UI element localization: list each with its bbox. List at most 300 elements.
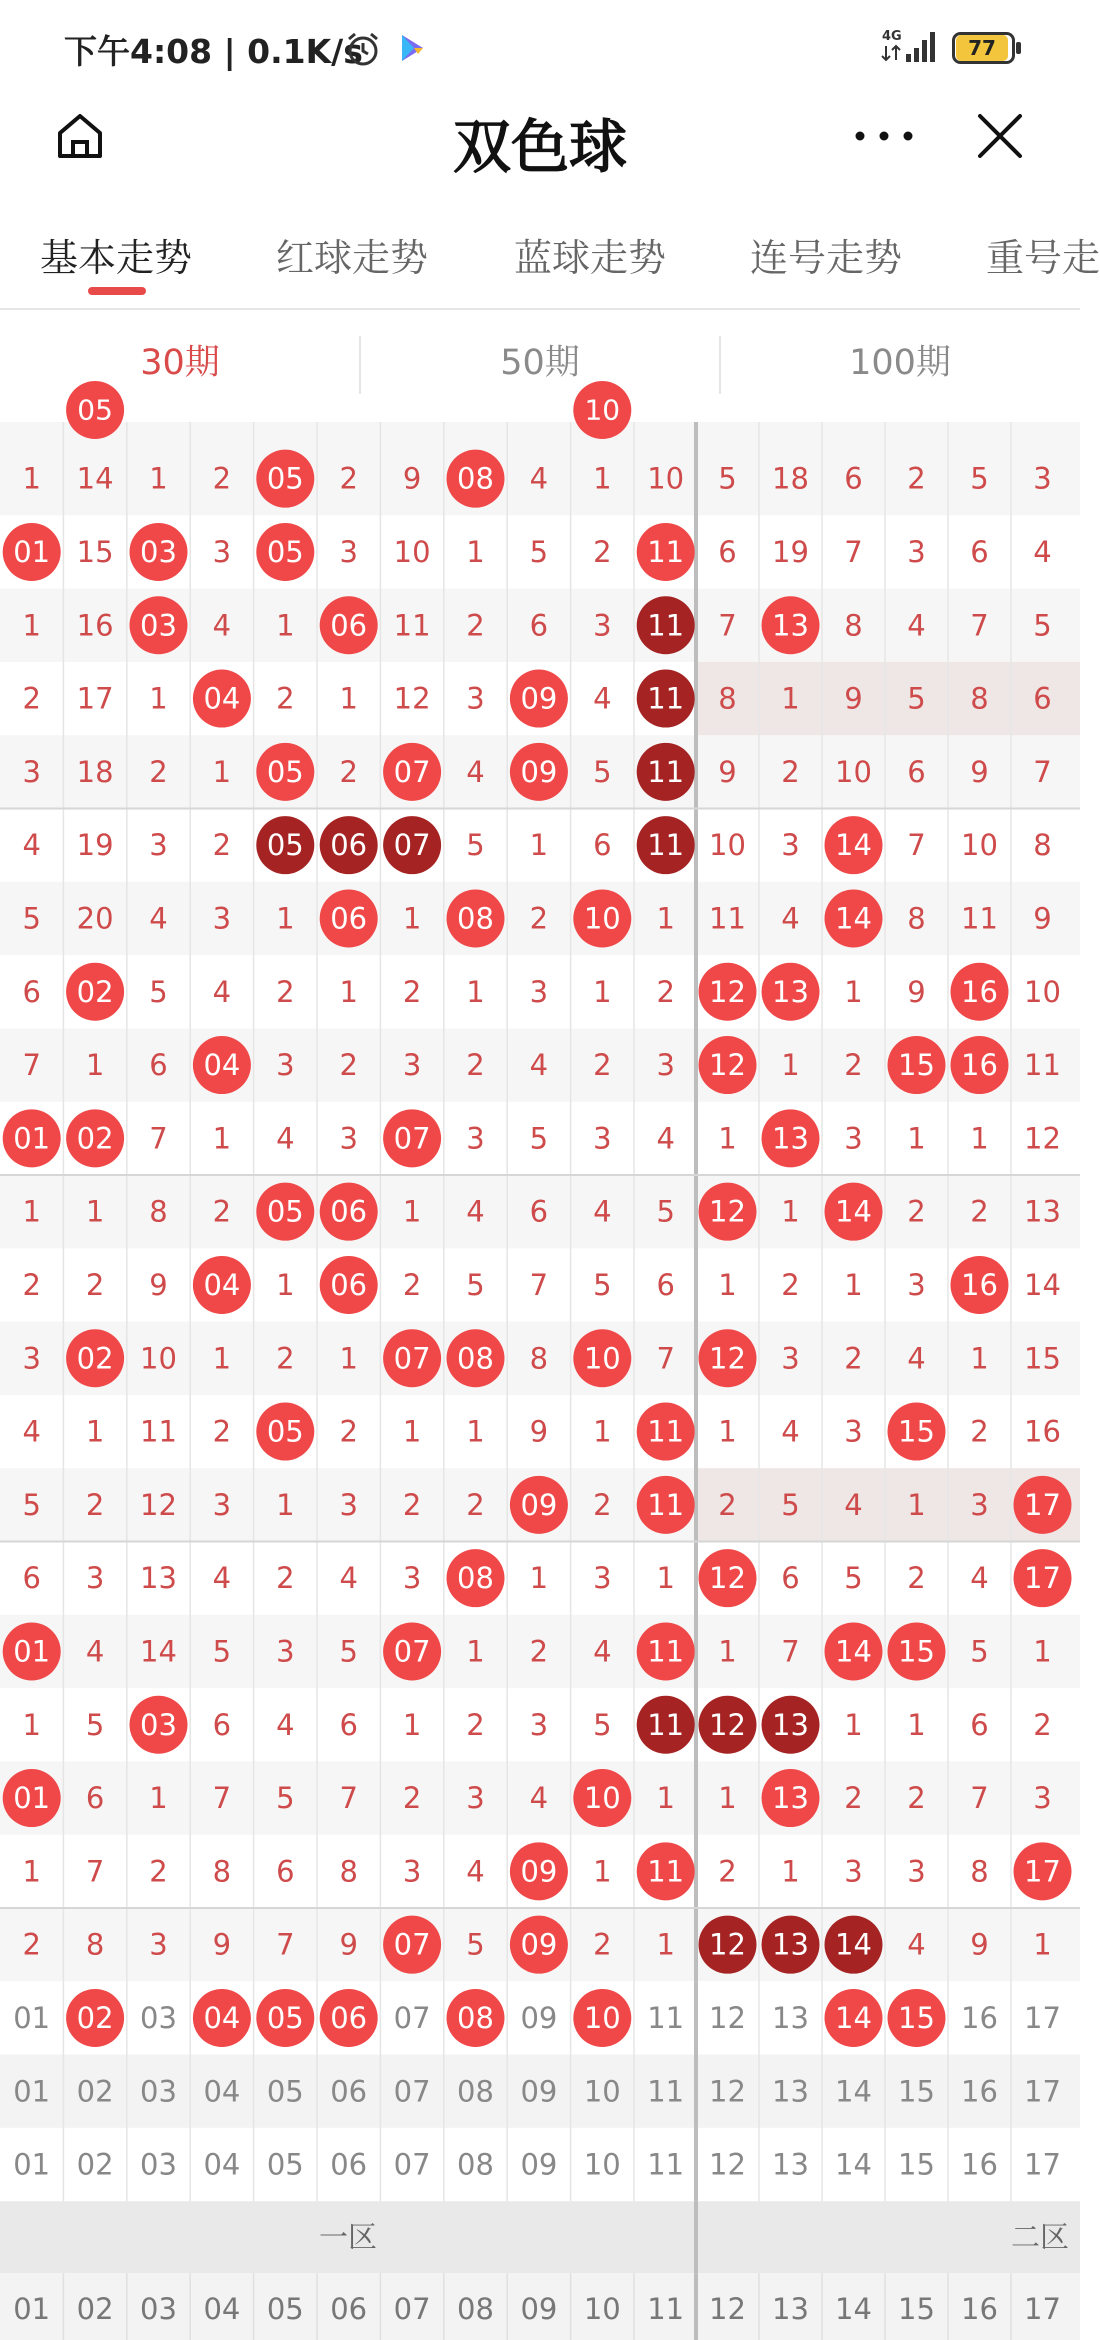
missing-count: 5 bbox=[1033, 608, 1052, 643]
missing-count: 4 bbox=[781, 1414, 800, 1449]
missing-count: 3 bbox=[593, 1121, 612, 1156]
missing-count: 7 bbox=[907, 828, 926, 863]
battery-icon bbox=[952, 32, 1022, 64]
winning-ball-number: 01 bbox=[13, 534, 51, 569]
missing-count: 10 bbox=[647, 461, 685, 496]
missing-count: 9 bbox=[529, 1414, 549, 1449]
missing-count: 1 bbox=[466, 1634, 485, 1669]
missing-count: 19 bbox=[76, 828, 114, 863]
missing-count: 2 bbox=[781, 1267, 800, 1302]
missing-count: 6 bbox=[529, 608, 549, 643]
missing-count: 9 bbox=[970, 754, 989, 789]
winning-ball-number: 04 bbox=[203, 1267, 241, 1302]
missing-count: 3 bbox=[781, 828, 800, 863]
missing-count: 20 bbox=[76, 901, 114, 936]
missing-count: 19 bbox=[772, 534, 809, 569]
missing-count: 4 bbox=[593, 1634, 612, 1669]
missing-count: 2 bbox=[212, 461, 232, 496]
missing-count: 8 bbox=[529, 1341, 549, 1376]
missing-count: 2 bbox=[529, 1634, 549, 1669]
title-bar bbox=[0, 90, 1080, 230]
missing-count: 3 bbox=[593, 1561, 612, 1596]
missing-count: 2 bbox=[276, 681, 295, 716]
tab-basic-trend[interactable]: 基本走势 bbox=[40, 236, 193, 280]
missing-count: 5 bbox=[593, 1707, 612, 1742]
missing-count: 3 bbox=[339, 534, 358, 569]
zone-label-1: 一区 bbox=[318, 2220, 378, 2255]
network-type: 4G bbox=[882, 29, 902, 44]
missing-count: 2 bbox=[593, 1487, 612, 1522]
winning-ball-number: 17 bbox=[1024, 1487, 1061, 1522]
tab-repeat-trend[interactable]: 重号走 bbox=[986, 236, 1100, 280]
missing-count: 3 bbox=[149, 828, 168, 863]
missing-count: 1 bbox=[844, 974, 863, 1009]
signal-icon bbox=[880, 26, 940, 64]
missing-count: 4 bbox=[593, 681, 612, 716]
missing-count: 6 bbox=[970, 1707, 989, 1742]
column-number: 15 bbox=[898, 2292, 935, 2327]
winning-ball-number: 17 bbox=[1024, 1854, 1061, 1889]
missing-count: 3 bbox=[529, 974, 549, 1009]
missing-count: 2 bbox=[656, 974, 675, 1009]
winning-ball-number: 11 bbox=[647, 681, 685, 716]
status-bar bbox=[0, 0, 1080, 90]
missing-count: 8 bbox=[907, 901, 926, 936]
winning-ball-number: 13 bbox=[772, 1781, 809, 1816]
missing-count: 2 bbox=[149, 1854, 168, 1889]
missing-count: 1 bbox=[22, 1854, 41, 1889]
missing-count: 7 bbox=[970, 608, 989, 643]
missing-count: 9 bbox=[402, 461, 422, 496]
stat-number: 05 bbox=[266, 2074, 304, 2109]
winning-ball-number: 15 bbox=[898, 2000, 935, 2035]
missing-count: 1 bbox=[1033, 1927, 1052, 1962]
winning-ball-number: 11 bbox=[647, 1487, 685, 1522]
missing-count: 1 bbox=[22, 1194, 41, 1229]
missing-count: 1 bbox=[593, 974, 612, 1009]
stat-number: 10 bbox=[583, 2074, 621, 2109]
missing-count: 6 bbox=[718, 534, 737, 569]
missing-count: 2 bbox=[844, 1341, 863, 1376]
missing-count: 7 bbox=[718, 608, 737, 643]
winning-ball-number: 01 bbox=[13, 1634, 51, 1669]
winning-ball-number: 10 bbox=[583, 2000, 621, 2035]
missing-count: 14 bbox=[140, 1634, 177, 1669]
winning-ball-number: 07 bbox=[393, 1341, 431, 1376]
missing-count: 2 bbox=[1033, 1707, 1052, 1742]
missing-count: 2 bbox=[149, 754, 168, 789]
missing-count: 4 bbox=[22, 1414, 41, 1449]
missing-count: 2 bbox=[402, 1781, 422, 1816]
winning-ball-number: 02 bbox=[76, 2000, 114, 2035]
missing-count: 1 bbox=[212, 1341, 232, 1376]
missing-count: 1 bbox=[85, 1048, 105, 1083]
missing-count: 1 bbox=[22, 608, 41, 643]
missing-count: 6 bbox=[1033, 681, 1052, 716]
missing-count: 4 bbox=[22, 828, 41, 863]
winning-ball-number: 12 bbox=[709, 1927, 746, 1962]
missing-count: 1 bbox=[339, 974, 358, 1009]
missing-count: 1 bbox=[22, 461, 41, 496]
winning-ball-number: 12 bbox=[709, 1194, 746, 1229]
missing-count: 12 bbox=[1024, 1121, 1061, 1156]
missing-count: 1 bbox=[593, 461, 612, 496]
missing-count: 11 bbox=[709, 901, 746, 936]
missing-count: 7 bbox=[656, 1341, 675, 1376]
winning-ball-number: 16 bbox=[961, 1267, 998, 1302]
page-title: 双色球 bbox=[452, 113, 627, 181]
missing-count: 2 bbox=[212, 828, 232, 863]
missing-count: 2 bbox=[970, 1194, 989, 1229]
missing-count: 9 bbox=[212, 1927, 232, 1962]
missing-count: 6 bbox=[85, 1781, 105, 1816]
missing-count: 10 bbox=[393, 534, 431, 569]
winning-ball-number: 09 bbox=[520, 754, 558, 789]
row-background bbox=[0, 422, 1080, 442]
missing-count: 17 bbox=[76, 681, 114, 716]
missing-count: 5 bbox=[85, 1707, 105, 1742]
missing-count: 1 bbox=[149, 681, 168, 716]
zone-background bbox=[0, 2201, 1080, 2273]
missing-count: 3 bbox=[212, 1487, 232, 1522]
missing-count: 1 bbox=[656, 1561, 675, 1596]
home-icon[interactable] bbox=[52, 108, 108, 164]
missing-count: 1 bbox=[970, 1121, 989, 1156]
winning-ball-number: 10 bbox=[584, 393, 621, 427]
period-selector bbox=[0, 312, 1080, 424]
winning-ball-number: 06 bbox=[330, 828, 368, 863]
missing-count: 10 bbox=[961, 828, 998, 863]
missing-count: 4 bbox=[970, 1561, 989, 1596]
missing-count: 10 bbox=[1024, 974, 1061, 1009]
stat-number: 13 bbox=[772, 2000, 809, 2035]
missing-count: 1 bbox=[85, 1414, 105, 1449]
missing-count: 2 bbox=[907, 1561, 926, 1596]
stat-number: 03 bbox=[140, 2074, 177, 2109]
missing-count: 1 bbox=[907, 1707, 926, 1742]
missing-count: 6 bbox=[970, 534, 989, 569]
missing-count: 5 bbox=[22, 1487, 41, 1522]
missing-count: 3 bbox=[907, 534, 926, 569]
winning-ball-number: 02 bbox=[76, 1341, 114, 1376]
missing-count: 4 bbox=[1033, 534, 1052, 569]
column-number: 05 bbox=[266, 2292, 304, 2327]
column-number: 12 bbox=[709, 2292, 746, 2327]
missing-count: 3 bbox=[1033, 1781, 1052, 1816]
column-number: 03 bbox=[140, 2292, 177, 2327]
close-icon[interactable] bbox=[974, 110, 1026, 162]
winning-ball-number: 16 bbox=[961, 1048, 998, 1083]
missing-count: 3 bbox=[781, 1341, 800, 1376]
missing-count: 4 bbox=[844, 1487, 863, 1522]
winning-ball-number: 09 bbox=[520, 1487, 558, 1522]
tab-consecutive-trend[interactable]: 连号走势 bbox=[750, 236, 903, 280]
winning-ball-number: 07 bbox=[393, 1121, 431, 1156]
missing-count: 1 bbox=[276, 608, 295, 643]
column-number: 06 bbox=[330, 2292, 368, 2327]
winning-ball-number: 05 bbox=[266, 1194, 304, 1229]
stat-number: 14 bbox=[835, 2074, 872, 2109]
missing-count: 4 bbox=[907, 608, 926, 643]
missing-count: 5 bbox=[529, 534, 549, 569]
missing-count: 3 bbox=[593, 608, 612, 643]
winning-ball-number: 11 bbox=[647, 754, 685, 789]
missing-count: 5 bbox=[781, 1487, 800, 1522]
missing-count: 1 bbox=[529, 1561, 549, 1596]
stat-number: 04 bbox=[203, 2147, 241, 2182]
missing-count: 7 bbox=[781, 1634, 800, 1669]
missing-count: 1 bbox=[656, 1927, 675, 1962]
stat-number: 15 bbox=[898, 2074, 935, 2109]
missing-count: 2 bbox=[22, 1927, 41, 1962]
missing-count: 2 bbox=[844, 1048, 863, 1083]
missing-count: 4 bbox=[656, 1121, 675, 1156]
stat-number: 09 bbox=[520, 2147, 558, 2182]
stat-number: 05 bbox=[266, 2147, 304, 2182]
missing-count: 5 bbox=[22, 901, 41, 936]
missing-count: 3 bbox=[466, 1121, 485, 1156]
missing-count: 4 bbox=[529, 461, 549, 496]
missing-count: 2 bbox=[907, 1194, 926, 1229]
missing-count: 2 bbox=[718, 1487, 737, 1522]
stat-number: 01 bbox=[13, 2074, 51, 2109]
stat-number: 12 bbox=[709, 2147, 746, 2182]
stat-number: 02 bbox=[76, 2147, 114, 2182]
missing-count: 9 bbox=[339, 1927, 358, 1962]
tab-red-ball-trend[interactable]: 红球走势 bbox=[276, 236, 429, 280]
missing-count: 2 bbox=[466, 1048, 485, 1083]
missing-count: 6 bbox=[907, 754, 926, 789]
missing-count: 5 bbox=[593, 754, 612, 789]
column-number: 09 bbox=[520, 2292, 558, 2327]
missing-count: 3 bbox=[907, 1854, 926, 1889]
missing-count: 18 bbox=[76, 754, 114, 789]
missing-count: 1 bbox=[212, 754, 232, 789]
missing-count: 3 bbox=[970, 1487, 989, 1522]
missing-count: 1 bbox=[339, 1341, 358, 1376]
missing-count: 2 bbox=[85, 1487, 105, 1522]
missing-count: 14 bbox=[1024, 1267, 1061, 1302]
column-number: 11 bbox=[647, 2292, 685, 2327]
missing-count: 2 bbox=[339, 754, 358, 789]
missing-count: 7 bbox=[276, 1927, 295, 1962]
missing-count: 4 bbox=[907, 1927, 926, 1962]
stat-number: 17 bbox=[1024, 2074, 1061, 2109]
winning-ball-number: 05 bbox=[266, 461, 304, 496]
missing-count: 6 bbox=[22, 974, 41, 1009]
missing-count: 6 bbox=[656, 1267, 675, 1302]
stat-number: 17 bbox=[1024, 2000, 1061, 2035]
winning-ball-number: 02 bbox=[76, 1121, 114, 1156]
winning-ball-number: 14 bbox=[835, 1927, 872, 1962]
missing-count: 10 bbox=[709, 828, 746, 863]
missing-count: 2 bbox=[276, 974, 295, 1009]
winning-ball-number: 02 bbox=[76, 974, 114, 1009]
winning-ball-number: 03 bbox=[140, 608, 177, 643]
winning-ball-number: 05 bbox=[266, 2000, 304, 2035]
stat-number: 09 bbox=[520, 2074, 558, 2109]
active-tab-indicator bbox=[88, 287, 146, 295]
column-number: 17 bbox=[1024, 2292, 1061, 2327]
missing-count: 1 bbox=[844, 1267, 863, 1302]
missing-count: 4 bbox=[85, 1634, 105, 1669]
zone-label-2: 二区 bbox=[1010, 2220, 1070, 2255]
missing-count: 3 bbox=[276, 1634, 295, 1669]
more-icon[interactable] bbox=[852, 124, 916, 148]
winning-ball-number: 14 bbox=[835, 828, 872, 863]
missing-count: 8 bbox=[339, 1854, 358, 1889]
column-number: 02 bbox=[76, 2292, 114, 2327]
missing-count: 5 bbox=[276, 1781, 295, 1816]
missing-count: 1 bbox=[718, 1267, 737, 1302]
missing-count: 7 bbox=[149, 1121, 168, 1156]
stat-number: 12 bbox=[709, 2000, 746, 2035]
stat-number: 06 bbox=[330, 2147, 368, 2182]
winning-ball-number: 09 bbox=[520, 1927, 558, 1962]
winning-ball-number: 06 bbox=[330, 1267, 368, 1302]
winning-ball-number: 01 bbox=[13, 1121, 51, 1156]
missing-count: 3 bbox=[22, 1341, 41, 1376]
missing-count: 12 bbox=[393, 681, 431, 716]
trend-chart[interactable] bbox=[0, 393, 1080, 2340]
stat-number: 17 bbox=[1024, 2147, 1061, 2182]
missing-count: 5 bbox=[718, 461, 737, 496]
missing-count: 9 bbox=[149, 1267, 168, 1302]
missing-count: 1 bbox=[22, 1707, 41, 1742]
missing-count: 7 bbox=[22, 1048, 41, 1083]
stat-number: 14 bbox=[835, 2147, 872, 2182]
winning-ball-number: 16 bbox=[961, 974, 998, 1009]
winning-ball-number: 08 bbox=[457, 1341, 494, 1376]
missing-count: 6 bbox=[276, 1854, 295, 1889]
winning-ball-number: 01 bbox=[13, 1781, 51, 1816]
winning-ball-number: 11 bbox=[647, 608, 685, 643]
missing-count: 1 bbox=[656, 901, 675, 936]
stat-number: 01 bbox=[13, 2000, 51, 2035]
missing-count: 1 bbox=[718, 1414, 737, 1449]
winning-ball-number: 03 bbox=[140, 534, 177, 569]
period-30[interactable]: 30期 bbox=[140, 343, 220, 383]
missing-count: 5 bbox=[970, 1634, 989, 1669]
missing-count: 4 bbox=[466, 1854, 485, 1889]
column-number: 10 bbox=[583, 2292, 621, 2327]
stat-number: 16 bbox=[961, 2000, 998, 2035]
missing-count: 7 bbox=[85, 1854, 105, 1889]
stat-number: 02 bbox=[76, 2074, 114, 2109]
missing-count: 5 bbox=[593, 1267, 612, 1302]
winning-ball-number: 05 bbox=[77, 393, 113, 427]
stat-number: 11 bbox=[647, 2074, 685, 2109]
missing-count: 3 bbox=[1033, 461, 1052, 496]
winning-ball-number: 12 bbox=[709, 1341, 746, 1376]
missing-count: 3 bbox=[22, 754, 41, 789]
missing-count: 8 bbox=[149, 1194, 168, 1229]
stat-number: 03 bbox=[140, 2000, 177, 2035]
missing-count: 8 bbox=[1033, 828, 1052, 863]
winning-ball-number: 06 bbox=[330, 1194, 368, 1229]
winning-ball-number: 10 bbox=[583, 901, 621, 936]
missing-count: 2 bbox=[276, 1341, 295, 1376]
missing-count: 2 bbox=[844, 1781, 863, 1816]
missing-count: 15 bbox=[1024, 1341, 1061, 1376]
missing-count: 5 bbox=[339, 1634, 358, 1669]
stat-number: 16 bbox=[961, 2074, 998, 2109]
winning-ball-number: 17 bbox=[1024, 1561, 1061, 1596]
missing-count: 11 bbox=[393, 608, 431, 643]
missing-count: 4 bbox=[529, 1048, 549, 1083]
missing-count: 1 bbox=[718, 1121, 737, 1156]
status-time: 下午4:08 | 0.1K/s bbox=[64, 32, 363, 71]
missing-count: 11 bbox=[140, 1414, 177, 1449]
missing-count: 2 bbox=[402, 974, 422, 1009]
missing-count: 6 bbox=[529, 1194, 549, 1229]
missing-count: 11 bbox=[1024, 1048, 1061, 1083]
period-50[interactable]: 50期 bbox=[500, 343, 580, 383]
column-number: 14 bbox=[835, 2292, 872, 2327]
missing-count: 9 bbox=[844, 681, 863, 716]
missing-count: 1 bbox=[656, 1781, 675, 1816]
missing-count: 5 bbox=[212, 1634, 232, 1669]
column-number: 04 bbox=[203, 2292, 241, 2327]
missing-count: 1 bbox=[907, 1487, 926, 1522]
missing-count: 1 bbox=[276, 1487, 295, 1522]
missing-count: 1 bbox=[718, 1634, 737, 1669]
missing-count: 6 bbox=[781, 1561, 800, 1596]
missing-count: 5 bbox=[844, 1561, 863, 1596]
missing-count: 5 bbox=[466, 1927, 485, 1962]
winning-ball-number: 07 bbox=[393, 1634, 431, 1669]
missing-count: 2 bbox=[212, 1414, 232, 1449]
missing-count: 4 bbox=[781, 901, 800, 936]
missing-count: 5 bbox=[907, 681, 926, 716]
column-number: 13 bbox=[772, 2292, 809, 2327]
missing-count: 4 bbox=[593, 1194, 612, 1229]
missing-count: 4 bbox=[907, 1341, 926, 1376]
winning-ball-number: 06 bbox=[330, 2000, 368, 2035]
winning-ball-number: 15 bbox=[898, 1048, 935, 1083]
missing-count: 7 bbox=[339, 1781, 358, 1816]
winning-ball-number: 14 bbox=[835, 1194, 872, 1229]
missing-count: 4 bbox=[466, 754, 485, 789]
missing-count: 1 bbox=[593, 1414, 612, 1449]
missing-count: 1 bbox=[339, 681, 358, 716]
alarm-clock-icon bbox=[344, 30, 382, 68]
missing-count: 3 bbox=[212, 901, 232, 936]
missing-count: 7 bbox=[529, 1267, 549, 1302]
winning-ball-number: 07 bbox=[393, 828, 431, 863]
missing-count: 3 bbox=[339, 1121, 358, 1156]
winning-ball-number: 14 bbox=[835, 2000, 872, 2035]
winning-ball-number: 13 bbox=[772, 608, 809, 643]
missing-count: 1 bbox=[402, 1707, 422, 1742]
stat-number: 07 bbox=[393, 2074, 431, 2109]
missing-count: 2 bbox=[907, 1781, 926, 1816]
stat-number: 01 bbox=[13, 2147, 51, 2182]
missing-count: 12 bbox=[140, 1487, 177, 1522]
period-100[interactable]: 100期 bbox=[849, 343, 951, 383]
missing-count: 3 bbox=[844, 1121, 863, 1156]
winning-ball-number: 09 bbox=[520, 1854, 558, 1889]
stat-number: 06 bbox=[330, 2074, 368, 2109]
highlight-background bbox=[696, 662, 1080, 735]
tab-blue-ball-trend[interactable]: 蓝球走势 bbox=[514, 236, 667, 280]
missing-count: 6 bbox=[212, 1707, 232, 1742]
winning-ball-number: 05 bbox=[266, 534, 304, 569]
missing-count: 6 bbox=[149, 1048, 168, 1083]
missing-count: 4 bbox=[212, 1561, 232, 1596]
missing-count: 2 bbox=[339, 1048, 358, 1083]
missing-count: 10 bbox=[140, 1341, 177, 1376]
